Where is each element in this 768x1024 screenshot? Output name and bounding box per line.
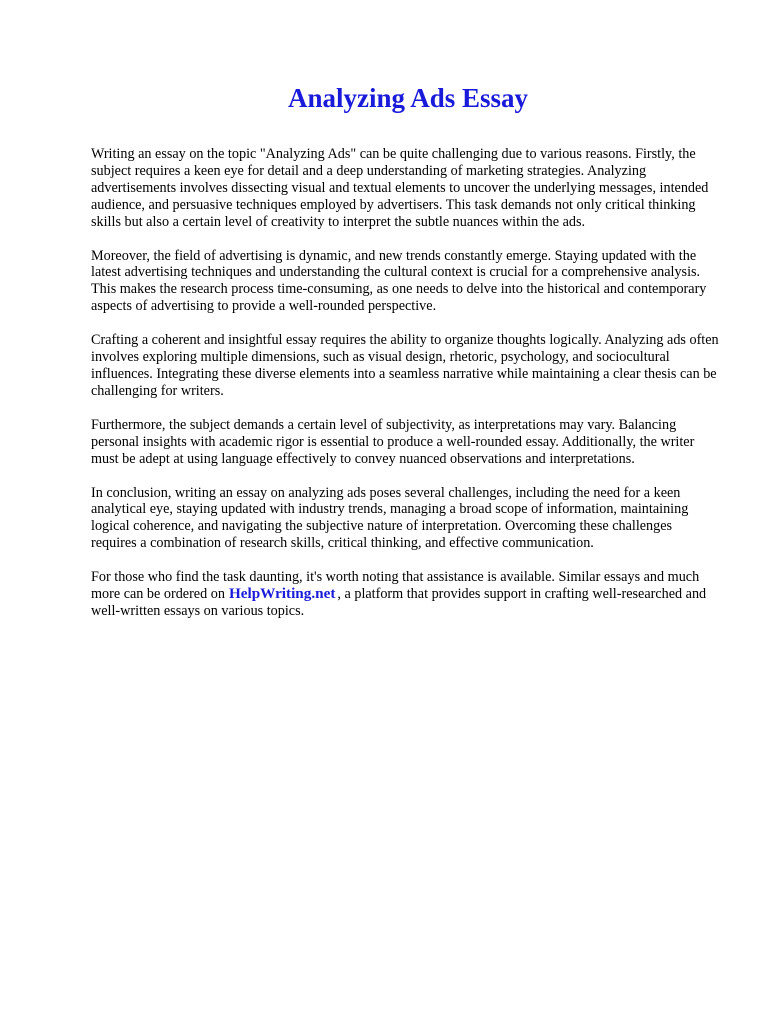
paragraph-2: Moreover, the field of advertising is dynamic, and new trends constantly emerge. Staying updated with the latest advertising techniques and understanding the cultural context is crucial for a comprehensive analysis. This makes the research process time-consuming, as one needs to delve into the historical and contemporary aspects of advertising to provide a well-rounded perspective.: [91, 247, 707, 315]
paragraph-6-before-link: For those who find the task daunting, it's worth noting that assistance is available. Similar essays and much more can be ordered on: [91, 569, 700, 603]
paragraph-6-after-link: , a platform that provides support in crafting well-researched and well-written essays on various topics.: [91, 586, 707, 619]
paragraph-5: In conclusion, writing an essay on analyzing ads poses several challenges, including the need for a keen analytical eye, staying updated with industry trends, managing a broad scope of information, maintaining logical coherence, and navigating the subjective nature of interpretation. Overcoming these challenges requires a combination of research skills, critical thinking, and effective communication.: [91, 484, 689, 552]
paragraph-1: Writing an essay on the topic "Analyzing Ads" can be quite challenging due to various reasons. Firstly, the subject requires a keen eye for detail and a deep understanding of marketing strategies. Analyzing advertisements involves dissecting visual and textual elements to uncover the underlying messages, intended audience, and persuasive techniques employed by advertisers. This task demands not only critical thinking skills but also a certain level of creativity to interpret the subtle nuances within the ads.: [91, 146, 709, 230]
page-title: Analyzing Ads Essay: [287, 83, 529, 113]
helpwriting-link[interactable]: HelpWriting.net: [228, 585, 336, 603]
paragraph-4: Furthermore, the subject demands a certain level of subjectivity, as interpretations may vary. Balancing personal insights with academic rigor is essential to produce a well-rounded essay. Additionally, the writer must be adept at using language effectively to convey nuanced observations and interpretations.: [91, 416, 695, 467]
paragraph-3: Crafting a coherent and insightful essay requires the ability to organize thoughts logically. Analyzing ads often involves exploring multiple dimensions, such as visual design, rhetoric, psychology, and sociocultural influences. Integrating these diverse elements into a seamless narrative while maintaining a clear thesis can be challenging for writers.: [91, 332, 719, 399]
essay-body: [91, 146, 721, 637]
paragraph-6: [91, 569, 721, 620]
